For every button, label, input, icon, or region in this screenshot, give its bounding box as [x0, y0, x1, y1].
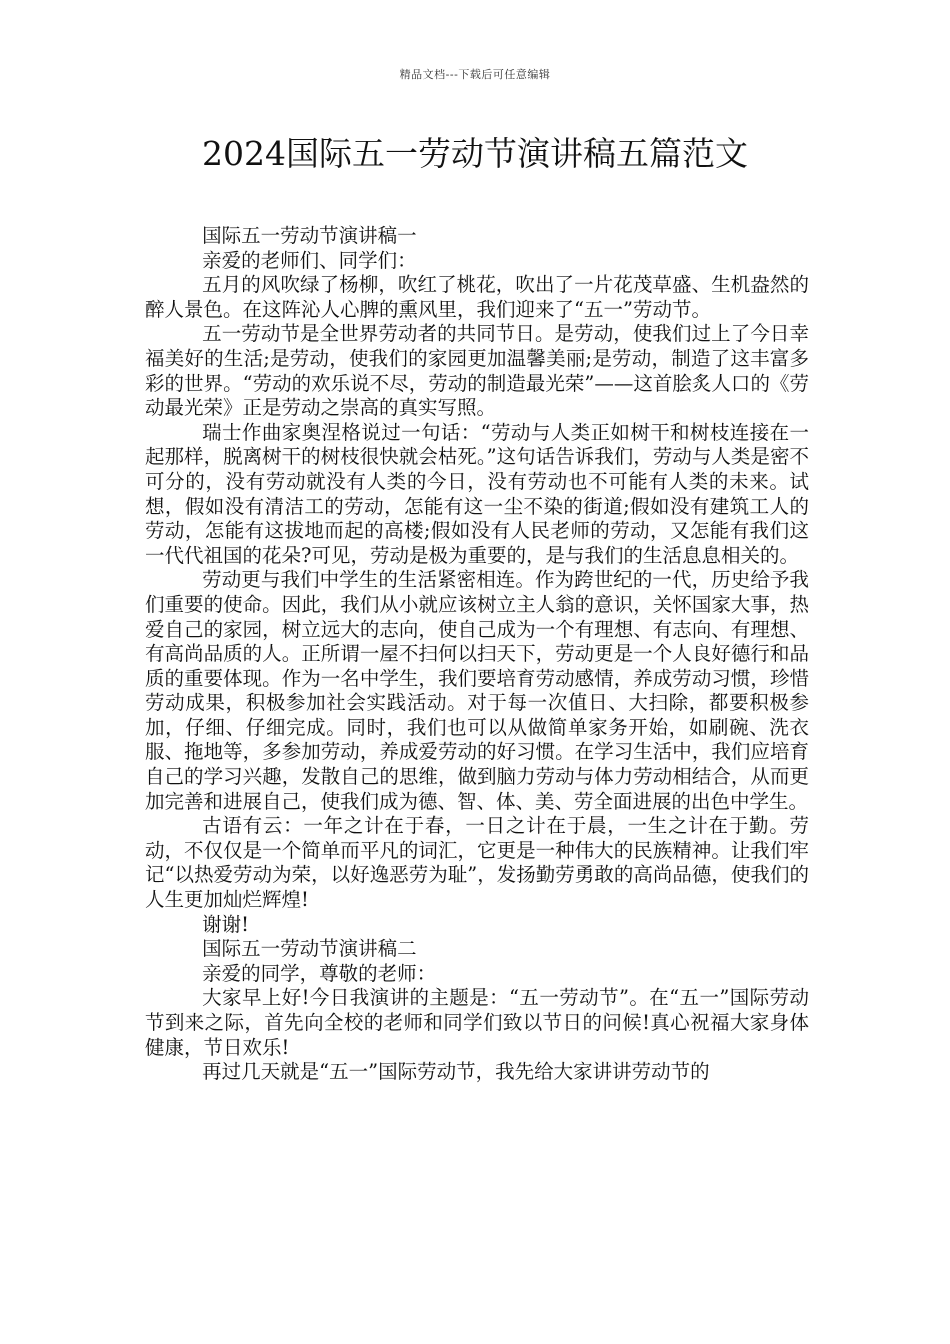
salutation-2: 亲爱的同学，尊敬的老师：: [202, 961, 437, 985]
closing-thanks: 谢谢!: [202, 912, 249, 936]
paragraph: 五一劳动节是全世界劳动者的共同节日。是劳动，使我们过上了今日幸福美好的生活;是劳动，使我们的家园更加温馨美丽;是劳动，制造了这丰富多彩的世界。“劳动的欢乐说不尽，劳动的制造最光荣”——这首脍炙人口的《劳动最光荣》正是劳动之崇高的真实写照。: [145, 322, 809, 420]
salutation-1: 亲爱的老师们、同学们：: [202, 248, 417, 272]
paragraph: 大家早上好!今日我演讲的主题是：“五一劳动节”。在“五一”国际劳动节到来之际，首先向全校的老师和同学们致以节日的问候!真心祝福大家身体健康，节日欢乐!: [145, 986, 809, 1059]
page-title: 2024国际五一劳动节演讲稿五篇范文: [202, 134, 748, 173]
section-heading-2: 国际五一劳动节演讲稿二: [202, 937, 417, 961]
paragraph: 五月的风吹绿了杨柳，吹红了桃花，吹出了一片花茂草盛、生机盎然的醉人景色。在这阵沁人心脾的熏风里，我们迎来了“五一”劳动节。: [145, 273, 809, 321]
paragraph: 瑞士作曲家奥涅格说过一句话：“劳动与人类正如树干和树枝连接在一起那样，脱离树干的树枝很快就会枯死。”这句话告诉我们，劳动与人类是密不可分的，没有劳动就没有人类的今日，没有劳动也不可能有人类的未来。试想，假如没有清洁工的劳动，怎能有这一尘不染的街道;假如没有建筑工人的劳动，怎能有这拔地而起的高楼;假如没有人民老师的劳动，又怎能有我们这一代代祖国的花朵?可见，劳动是极为重要的，是与我们的生活息息相关的。: [145, 420, 809, 567]
paragraph: 古语有云：一年之计在于春，一日之计在于晨，一生之计在于勤。劳动，不仅仅是一个简单而平凡的词汇，它更是一种伟大的民族精神。让我们牢记“以热爱劳动为荣，以好逸恶劳为耻”，发扬勤劳勇敢的高尚品德，使我们的人生更加灿烂辉煌!: [145, 814, 809, 912]
page-header: 精品文档---下载后可任意编辑: [399, 68, 551, 81]
paragraph: 再过几天就是“五一”国际劳动节，我先给大家讲讲劳动节的: [202, 1060, 710, 1084]
section-heading-1: 国际五一劳动节演讲稿一: [202, 224, 417, 247]
paragraph: 劳动更与我们中学生的生活紧密相连。作为跨世纪的一代，历史给予我们重要的使命。因此，我们从小就应该树立主人翁的意识，关怀国家大事，热爱自己的家园，树立远大的志向，使自己成为一个有理想、有志向、有理想、有高尚品质的人。正所谓一屋不扫何以扫天下，劳动更是一个人良好德行和品质的重要体现。作为一名中学生，我们要培育劳动感情，养成劳动习惯，珍惜劳动成果，积极参加社会实践活动。对于每一次值日、大扫除，都要积极参加，仔细、仔细完成。同时，我们也可以从做简单家务开始，如刷碗、洗衣服、拖地等，多参加劳动，养成爱劳动的好习惯。在学习生活中，我们应培育自己的学习兴趣，发散自己的思维，做到脑力劳动与体力劳动相结合，从而更加完善和进展自己，使我们成为德、智、体、美、劳全面进展的出色中学生。: [145, 568, 809, 813]
document-body: [145, 224, 809, 1085]
